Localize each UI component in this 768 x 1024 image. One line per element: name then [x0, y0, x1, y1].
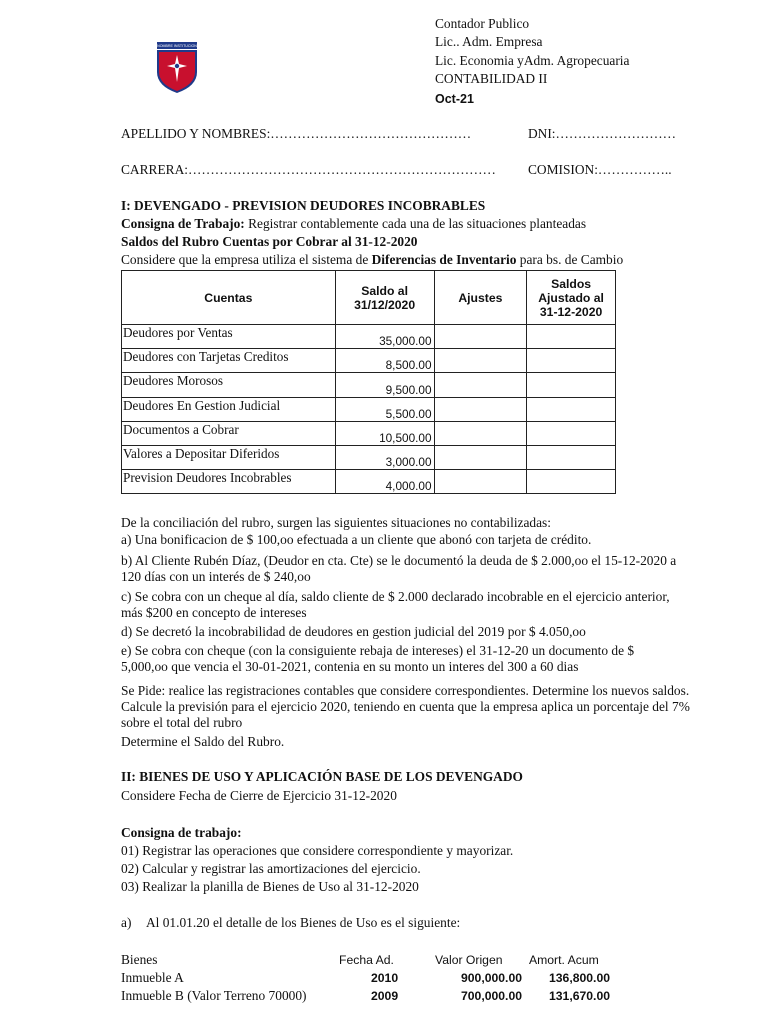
- cuenta-cell: Deudores con Tarjetas Creditos: [122, 349, 336, 373]
- ajuste-cell: [434, 349, 527, 373]
- bien-amort: 136,800.00: [549, 971, 610, 985]
- considere-pre: Considere que la empresa utiliza el sistema de: [121, 252, 372, 267]
- cuenta-cell: Deudores Morosos: [122, 373, 336, 397]
- header-line: CONTABILIDAD II: [435, 71, 548, 87]
- header-date: Oct-21: [435, 91, 474, 106]
- consigna-text: Registrar contablemente cada una de las situaciones planteadas: [244, 216, 587, 231]
- situation-e: e) Se cobra con cheque (con la consiguiente rebaja de intereses) el 31-12-20 un documento de $ 5,000,oo que vencia el 30-01-2021, contenia en su monto un interes del 300 a 60 dias: [121, 643, 635, 674]
- table-row: [122, 373, 616, 397]
- consigna-label: Consigna de Trabajo:: [121, 216, 245, 231]
- section2-consigna-label: Consigna de trabajo:: [121, 825, 242, 840]
- saldo-ajustado-cell: [527, 470, 616, 494]
- saldo-cell: 35,000.00: [335, 325, 434, 349]
- section1-title: I: DEVENGADO - PREVISION DEUDORES INCOBRABLES: [121, 198, 486, 213]
- considere-bold: Diferencias de Inventario: [371, 252, 517, 267]
- ajuste-cell: [434, 421, 527, 445]
- crest-banner-text: NOMBRE INSTITUCION: [157, 44, 197, 48]
- situation-c: c) Se cobra con un cheque al día, saldo cliente de $ 2.000 declarado incobrable en el ejercicio anterior, más $200 en concepto de intereses: [121, 589, 670, 620]
- bienes-header-bienes: Bienes: [121, 952, 158, 967]
- bien-valor: 700,000.00: [461, 989, 522, 1003]
- situation-b: b) Al Cliente Rubén Díaz, (Deudor en cta. Cte) se le documentó la deuda de $ 2.000,oo el 15-12-2020 a 120 días con un interés de $ 240,oo: [121, 553, 677, 584]
- col-header-cuentas: Cuentas: [122, 271, 336, 325]
- cuenta-cell: Prevision Deudores Incobrables: [122, 470, 336, 494]
- section2-title: II: BIENES DE USO Y APLICACIÓN BASE DE LOS DEVENGADO: [121, 769, 523, 784]
- se-pide: Se Pide: realice las registraciones contables que considere correspondientes. Determine los nuevos saldos. Calcule la previsión para el ejercicio 2020, teniendo en cuenta que la empresa aplica un porcentaje del 7% sobre el total del rubro: [121, 683, 690, 730]
- ajuste-cell: [434, 397, 527, 421]
- saldo-cell: 8,500.00: [335, 349, 434, 373]
- saldo-cell: 4,000.00: [335, 470, 434, 494]
- saldo-ajustado-cell: [527, 421, 616, 445]
- bien-name: Inmueble B (Valor Terreno 70000): [121, 988, 307, 1003]
- col-header-saldo: Saldo al 31/12/2020: [335, 271, 434, 325]
- a-text: Al 01.01.20 el detalle de los Bienes de Uso es el siguiente:: [146, 915, 461, 930]
- col-header-saldo-ajustado: Saldos Ajustado al 31-12-2020: [527, 271, 616, 325]
- table-row: [122, 421, 616, 445]
- ajuste-cell: [434, 445, 527, 469]
- table-header-row: [122, 271, 616, 325]
- saldo-cell: 9,500.00: [335, 373, 434, 397]
- bien-valor: 900,000.00: [461, 971, 522, 985]
- header-line: Lic.. Adm. Empresa: [435, 34, 543, 50]
- saldos-title: Saldos del Rubro Cuentas por Cobrar al 31-12-2020: [121, 234, 418, 249]
- header-line: Lic. Economia yAdm. Agropecuaria: [435, 52, 630, 68]
- ajuste-cell: [434, 470, 527, 494]
- saldo-cell: 3,000.00: [335, 445, 434, 469]
- bienes-header-fecha: Fecha Ad.: [339, 953, 394, 967]
- situation-d: d) Se decretó la incobrabilidad de deudores en gestion judicial del 2019 por $ 4.050,oo: [121, 624, 586, 639]
- a-label: a): [121, 915, 132, 930]
- ajuste-cell: [434, 325, 527, 349]
- saldo-ajustado-cell: [527, 373, 616, 397]
- cuenta-cell: Deudores En Gestion Judicial: [122, 397, 336, 421]
- saldo-cell: 5,500.00: [335, 397, 434, 421]
- determine-saldo: Determine el Saldo del Rubro.: [121, 734, 285, 749]
- cuenta-cell: Deudores por Ventas: [122, 325, 336, 349]
- table-row: [122, 325, 616, 349]
- field-comision: COMISION:……………..: [528, 162, 672, 177]
- table-row: [122, 349, 616, 373]
- consigna-item-3: 03) Realizar la planilla de Bienes de Uso al 31-12-2020: [121, 879, 419, 894]
- saldo-cell: 10,500.00: [335, 421, 434, 445]
- ajuste-cell: [434, 373, 527, 397]
- section1-consigna: [121, 216, 586, 232]
- bien-fecha: 2009: [371, 989, 399, 1003]
- bienes-header-amort: Amort. Acum: [529, 953, 599, 967]
- field-carrera: CARRERA:……………………………………………………………: [121, 162, 496, 177]
- saldo-ajustado-cell: [527, 349, 616, 373]
- field-dni: DNI:………………………: [528, 126, 677, 141]
- header-line: Contador Publico: [435, 16, 530, 31]
- table-row: [122, 397, 616, 421]
- university-crest-logo: [157, 42, 197, 94]
- bienes-header-valor: Valor Origen: [435, 953, 503, 967]
- bien-amort: 131,670.00: [549, 989, 610, 1003]
- bien-fecha: 2010: [371, 971, 399, 985]
- consigna-item-2: 02) Calcular y registrar las amortizaciones del ejercicio.: [121, 861, 421, 876]
- bien-name: Inmueble A: [121, 970, 184, 985]
- field-apellido: APELLIDO Y NOMBRES:………………………………………: [121, 126, 472, 141]
- saldo-ajustado-cell: [527, 325, 616, 349]
- conciliacion-intro: De la conciliación del rubro, surgen las siguientes situaciones no contabilizadas:: [121, 515, 551, 530]
- table-row: [122, 470, 616, 494]
- header-block: [435, 15, 629, 108]
- table-row: [122, 445, 616, 469]
- considere-post: para bs. de Cambio: [516, 252, 624, 267]
- col-header-ajustes: Ajustes: [434, 271, 527, 325]
- section2-cierre: Considere Fecha de Cierre de Ejercicio 31-12-2020: [121, 788, 397, 803]
- saldos-table: [121, 270, 616, 494]
- consigna-item-1: 01) Registrar las operaciones que considere correspondiente y mayorizar.: [121, 843, 514, 858]
- considere-line: [121, 252, 623, 268]
- cuenta-cell: Documentos a Cobrar: [122, 421, 336, 445]
- saldo-ajustado-cell: [527, 397, 616, 421]
- saldo-ajustado-cell: [527, 445, 616, 469]
- cuenta-cell: Valores a Depositar Diferidos: [122, 445, 336, 469]
- situation-a: a) Una bonificacion de $ 100,oo efectuada a un cliente que abonó con tarjeta de crédito.: [121, 532, 592, 547]
